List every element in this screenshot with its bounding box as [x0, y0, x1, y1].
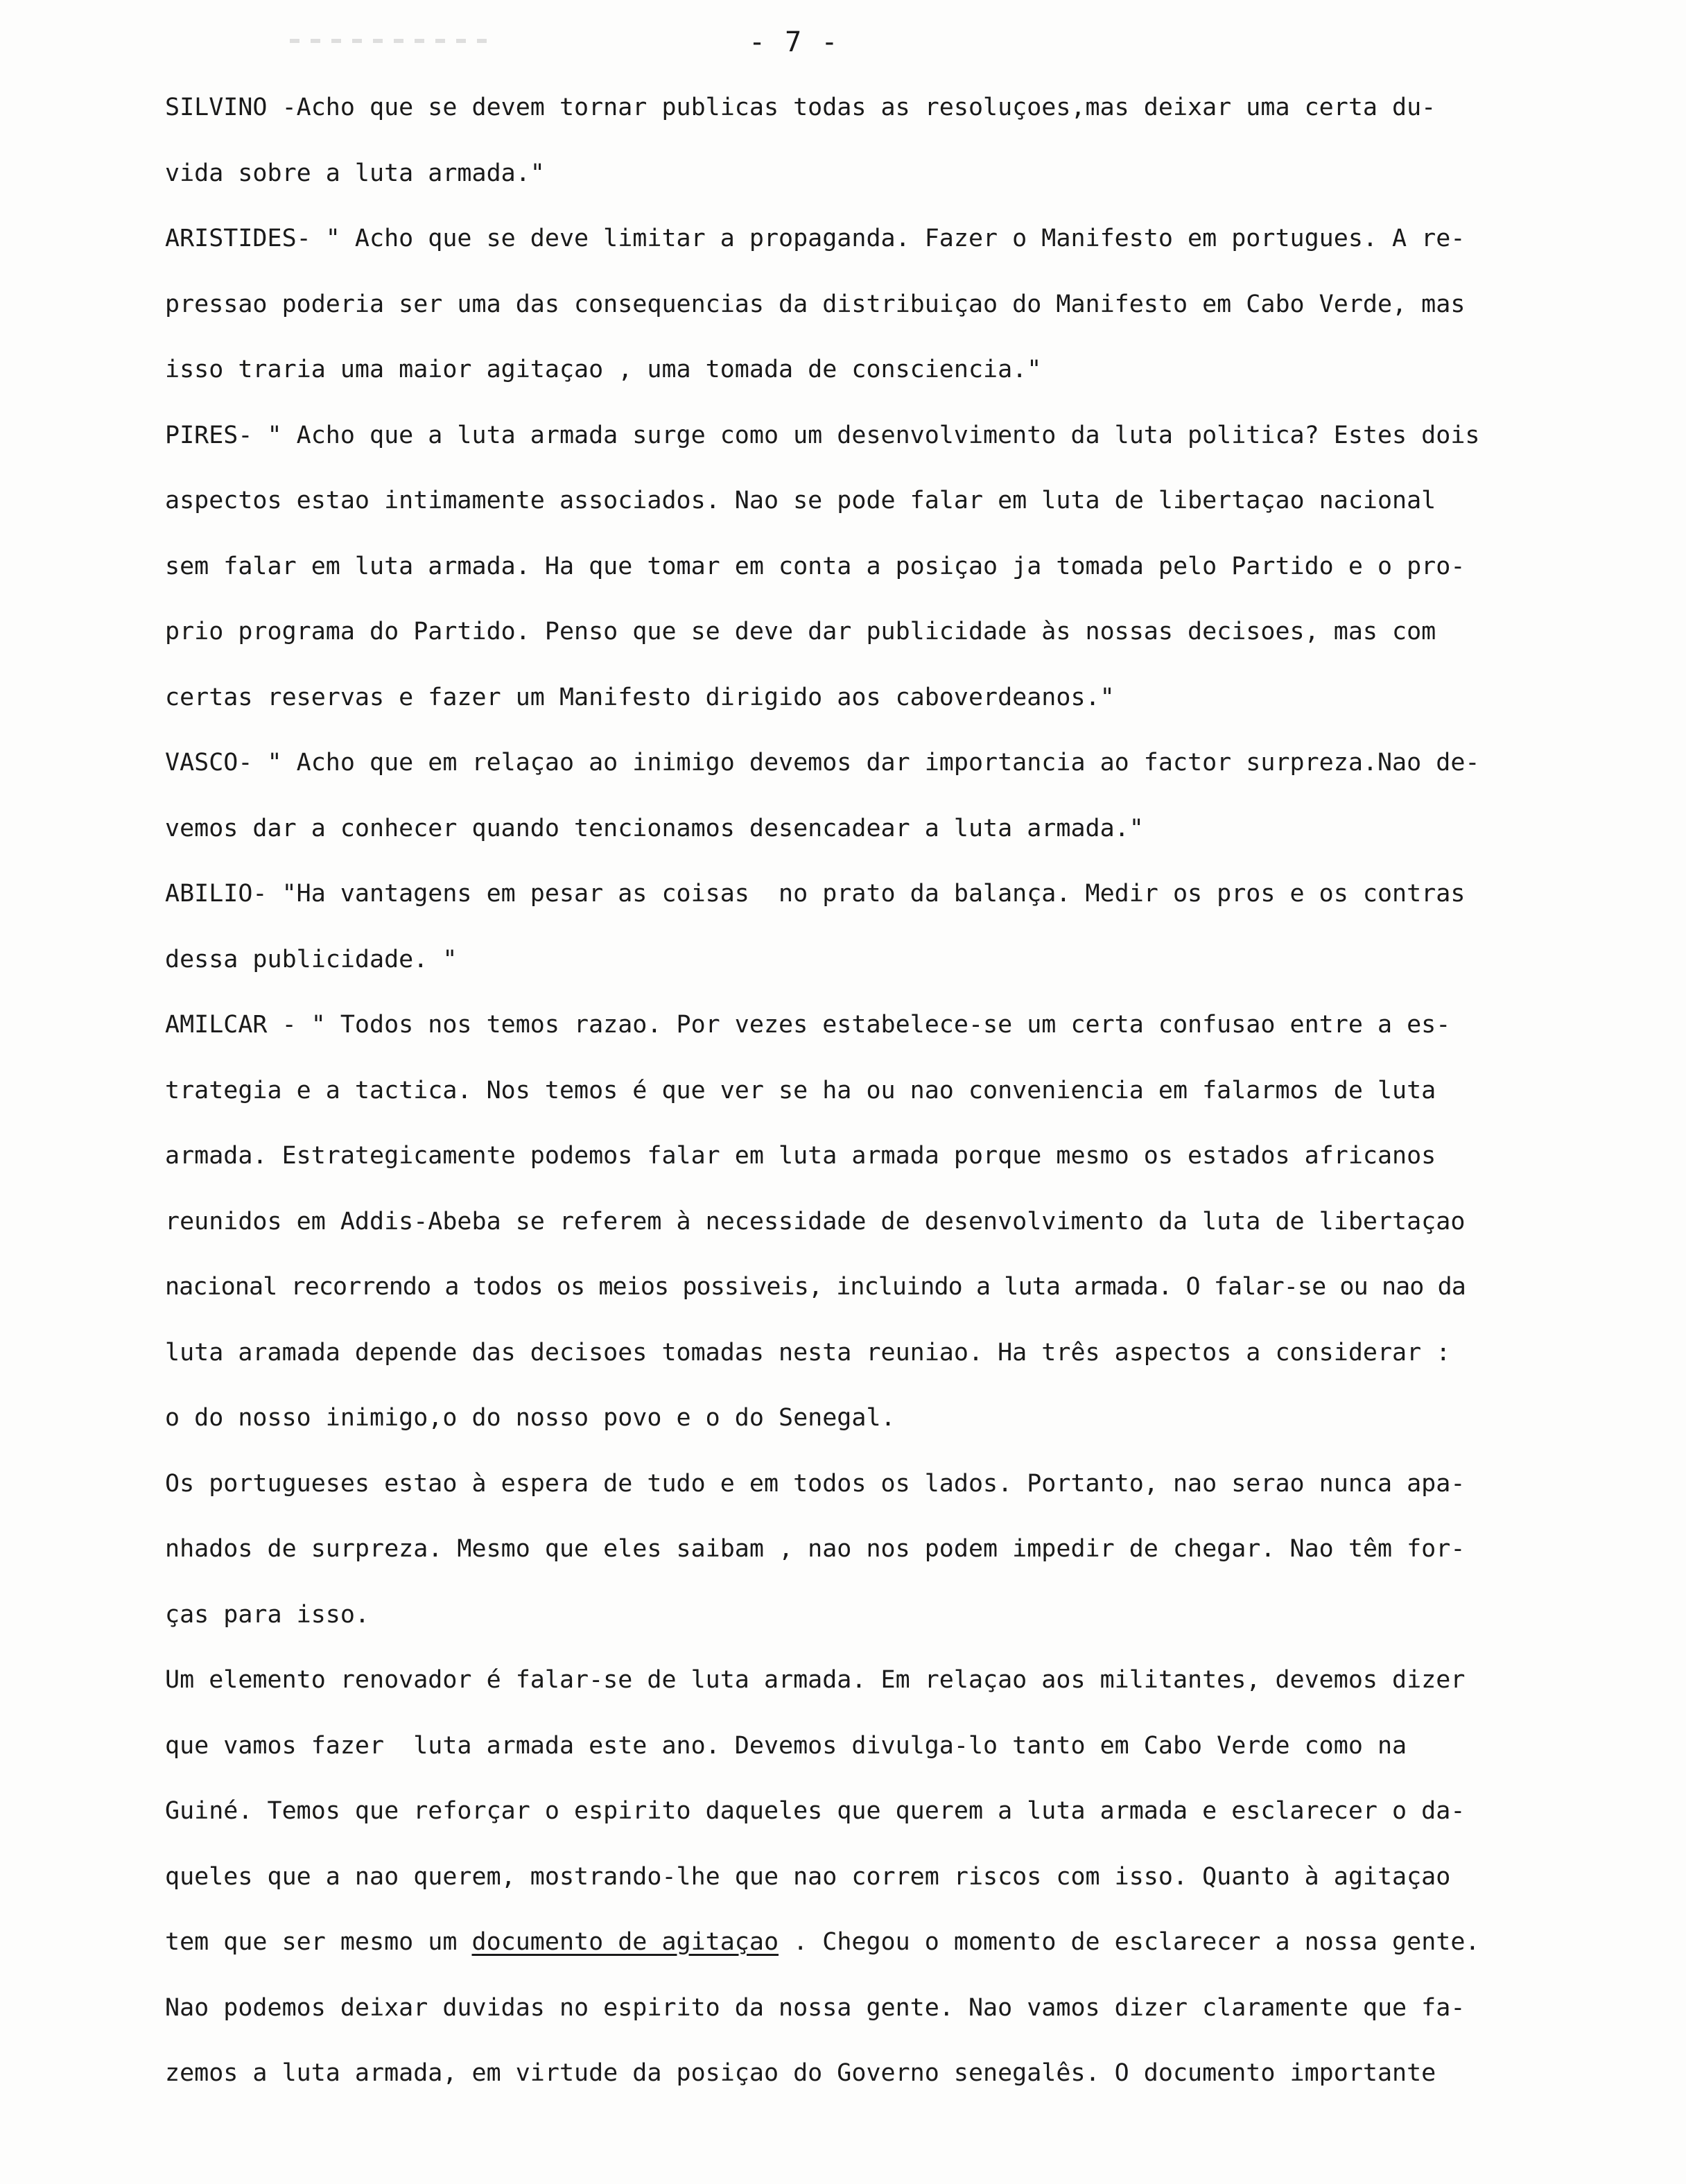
underlined-phrase: documento de agitaçao	[471, 1928, 779, 1956]
text-line: luta aramada depende das decisoes tomadas nesta reuniao. Ha três aspectos a considerar :	[165, 1338, 1451, 1367]
text-line: trategia e a tactica. Nos temos é que ver se ha ou nao conveniencia em falarmos de luta	[165, 1076, 1436, 1104]
text-line: vemos dar a conhecer quando tencionamos desencadear a luta armada."	[165, 814, 1144, 842]
text-line: Nao podemos deixar duvidas no espirito da nossa gente. Nao vamos dizer claramente que fa-	[165, 1993, 1466, 2022]
text-line: o do nosso inimigo,o do nosso povo e o do Senegal.	[165, 1404, 896, 1432]
text-line: pressao poderia ser uma das consequencias da distribuiçao do Manifesto em Cabo Verde, mas	[165, 290, 1466, 318]
text-line: nacional recorrendo a todos os meios possiveis, incluindo a luta armada. O falar-se ou nao da	[165, 1273, 1466, 1301]
text-line: aspectos estao intimamente associados. Nao se pode falar em luta de libertaçao nacional	[165, 487, 1436, 514]
text-line: vida sobre a luta armada."	[165, 159, 545, 187]
text-segment: tem que ser mesmo um	[165, 1928, 472, 1956]
text-line: isso traria uma maior agitaçao , uma tomada de consciencia."	[165, 356, 1042, 383]
text-line: queles que a nao querem, mostrando-lhe que nao correm riscos com isso. Quanto à agitaçao	[165, 1862, 1451, 1891]
text-line: AMILCAR - " Todos nos temos razao. Por vezes estabelece-se um certa confusao entre a es-	[165, 1011, 1451, 1039]
text-line: ças para isso.	[165, 1600, 370, 1629]
text-line-with-underline	[165, 1909, 1683, 1975]
text-line: nhados de surpreza. Mesmo que eles saibam , nao nos podem impedir de chegar. Nao têm for-	[165, 1535, 1466, 1563]
text-line: ARISTIDES- " Acho que se deve limitar a propaganda. Fazer o Manifesto em portugues. A re-	[165, 225, 1466, 252]
text-line: que vamos fazer luta armada este ano. Devemos divulga-lo tanto em Cabo Verde como na	[165, 1731, 1407, 1760]
text-line: PIRES- " Acho que a luta armada surge como um desenvolvimento da luta politica? Estes dois	[165, 421, 1480, 449]
text-line: prio programa do Partido. Penso que se deve dar publicidade às nossas decisoes, mas com	[165, 618, 1436, 645]
text-line: zemos a luta armada, em virtude da posiçao do Governo senegalês. O documento importante	[165, 2059, 1436, 2087]
text-line: dessa publicidade. "	[165, 945, 458, 973]
text-line: sem falar em luta armada. Ha que tomar em conta a posiçao ja tomada pelo Partido e o pro-	[165, 552, 1466, 580]
text-line: VASCO- " Acho que em relaçao ao inimigo devemos dar importancia ao factor surpreza.Nao de-	[165, 749, 1480, 777]
document-body	[165, 75, 1683, 2106]
scan-smudge	[290, 39, 491, 43]
text-line: Os portugueses estao à espera de tudo e em todos os lados. Portanto, nao serao nunca apa-	[165, 1469, 1466, 1498]
text-line: Um elemento renovador é falar-se de luta armada. Em relaçao aos militantes, devemos dizer	[165, 1666, 1466, 1694]
text-line: armada. Estrategicamente podemos falar em luta armada porque mesmo os estados africanos	[165, 1142, 1436, 1170]
text-line: reunidos em Addis-Abeba se referem à necessidade de desenvolvimento da luta de libertaçao	[165, 1207, 1466, 1236]
page-number: - 7 -	[749, 26, 840, 58]
text-line: certas reservas e fazer um Manifesto dirigido aos caboverdeanos."	[165, 683, 1115, 711]
text-line: Guiné. Temos que reforçar o espirito daqueles que querem a luta armada e esclarecer o da-	[165, 1797, 1466, 1825]
text-segment: . Chegou o momento de esclarecer a nossa gente.	[779, 1928, 1480, 1956]
text-line: SILVINO -Acho que se devem tornar publicas todas as resoluçoes,mas deixar uma certa du-	[165, 94, 1436, 121]
text-line: ABILIO- "Ha vantagens em pesar as coisas no prato da balança. Medir os pros e os contras	[165, 880, 1466, 908]
